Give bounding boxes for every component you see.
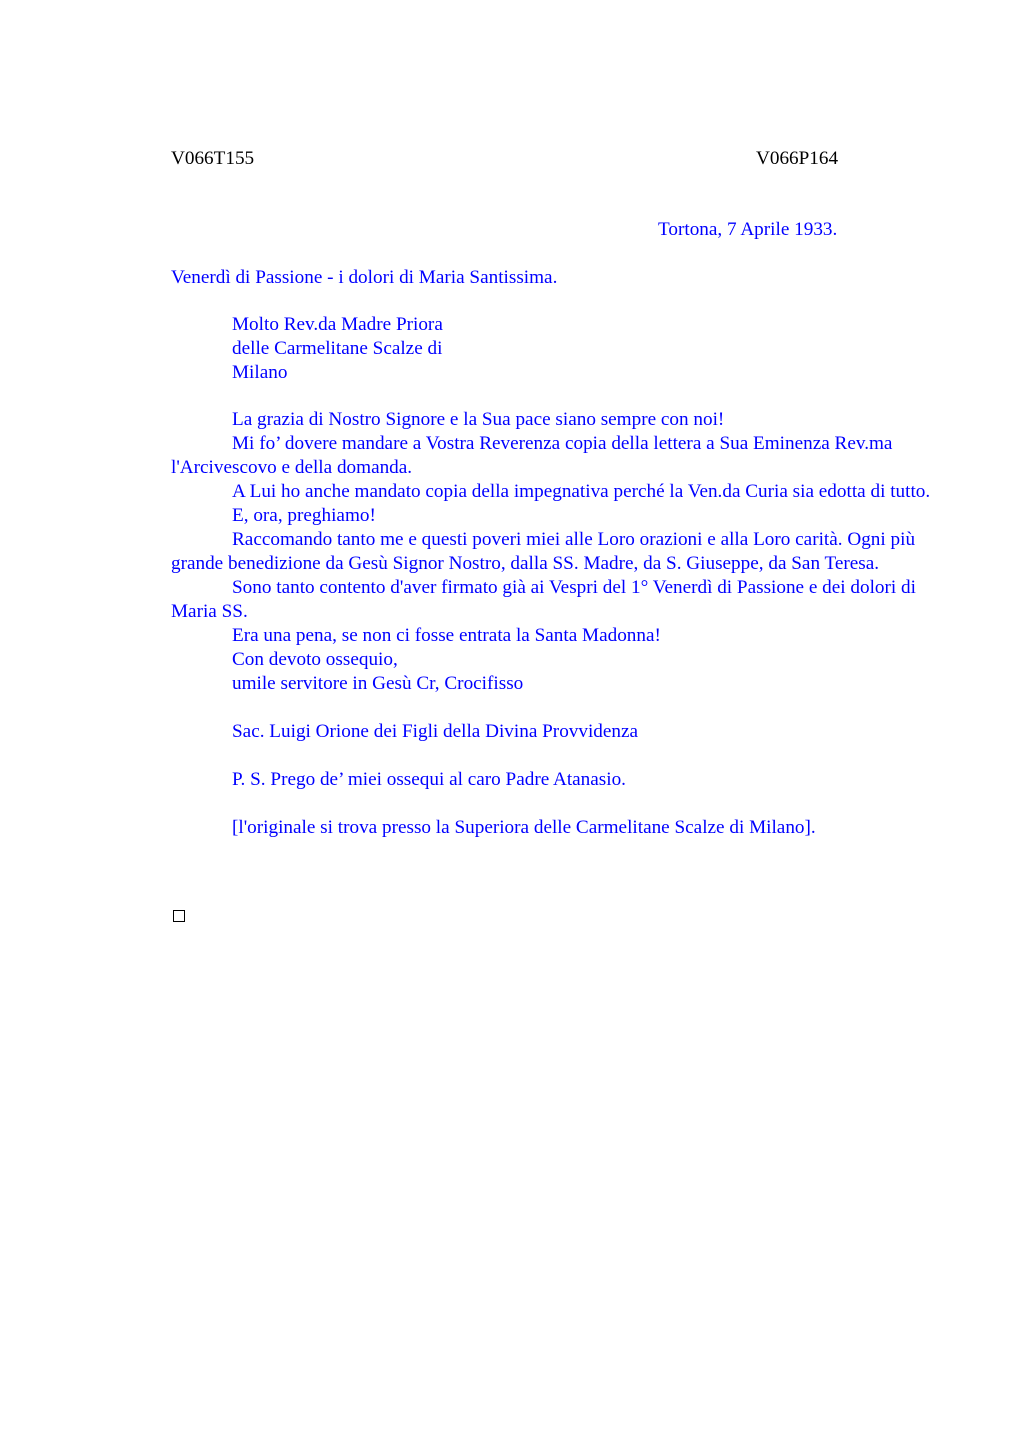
document-code-right: V066P164 bbox=[756, 148, 839, 169]
address-line: delle Carmelitane Scalze di bbox=[232, 338, 443, 359]
body-paragraph: Era una pena, se non ci fosse entrata la Santa Madonna! bbox=[232, 625, 661, 646]
body-paragraph: A Lui ho anche mandato copia della impegnativa perché la Ven.da Curia sia edotta di tutto. bbox=[232, 481, 931, 502]
body-paragraph: Sono tanto contento d'aver firmato già ai Vespri del 1° Venerdì di Passione e dei dolori di Maria SS. bbox=[171, 577, 916, 622]
signature: Sac. Luigi Orione dei Figli della Divina Provvidenza bbox=[232, 721, 639, 742]
body-paragraph: E, ora, preghiamo! bbox=[232, 505, 376, 526]
postscript: P. S. Prego de’ miei ossequi al caro Padre Atanasio. bbox=[232, 769, 626, 790]
letter-body bbox=[171, 408, 931, 840]
address-line: Molto Rev.da Madre Priora bbox=[232, 314, 443, 335]
body-paragraph: umile servitore in Gesù Cr, Crocifisso bbox=[232, 673, 524, 694]
spacer bbox=[171, 696, 931, 720]
body-paragraph: Raccomando tanto me e questi poveri miei alle Loro orazioni e alla Loro carità. Ogni più grande benedizione da Gesù Signor Nostro, dalla SS. Madre, da S. Giuseppe, da San Teresa. bbox=[171, 529, 916, 574]
address-line: Milano bbox=[232, 362, 288, 383]
body-paragraph: Con devoto ossequio, bbox=[232, 649, 398, 670]
document-code-left: V066T155 bbox=[171, 148, 255, 169]
body-paragraph: Mi fo’ dovere mandare a Vostra Reverenza copia della lettera a Sua Eminenza Rev.ma l'Arcivescovo e della domanda. bbox=[171, 433, 893, 478]
end-of-document-square-icon bbox=[173, 910, 185, 922]
letter-address-block bbox=[232, 313, 443, 385]
body-paragraph: La grazia di Nostro Signore e la Sua pace siano sempre con noi! bbox=[232, 409, 725, 430]
archive-note: [l'originale si trova presso la Superiora delle Carmelitane Scalze di Milano]. bbox=[232, 817, 816, 838]
spacer bbox=[171, 792, 931, 816]
letter-date: Tortona, 7 Aprile 1933. bbox=[658, 219, 838, 240]
letter-subtitle: Venerdì di Passione - i dolori di Maria Santissima. bbox=[171, 267, 558, 288]
spacer bbox=[171, 744, 931, 768]
